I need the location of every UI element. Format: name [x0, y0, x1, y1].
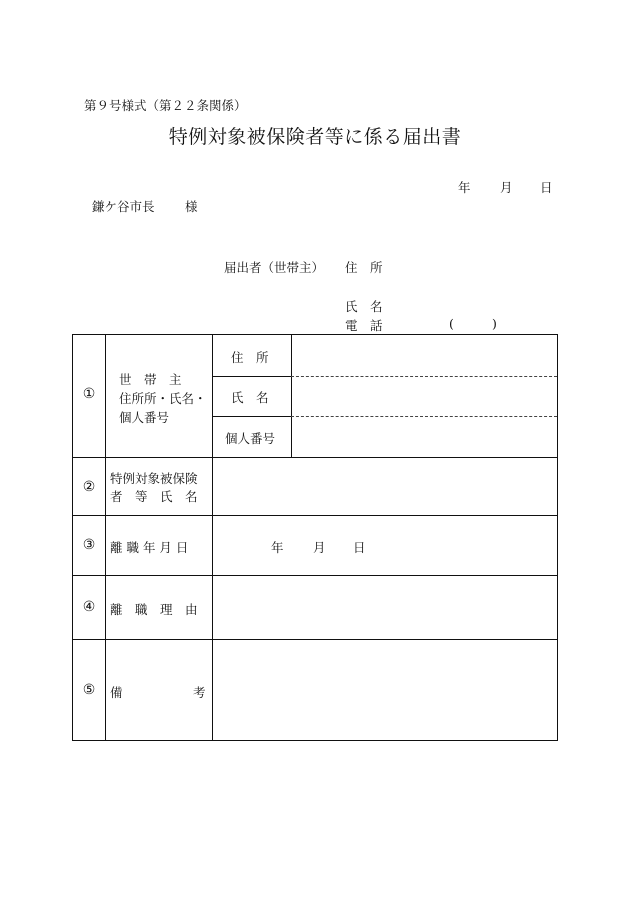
- row-divider-3: [73, 575, 557, 576]
- householder-name-label: 氏 名: [231, 390, 269, 405]
- insured-label-line1: 特例対象被保険: [110, 471, 198, 486]
- householder-name-field[interactable]: [292, 378, 557, 415]
- subrow-divider-2-left: [212, 416, 291, 417]
- column-divider-number: [105, 335, 106, 740]
- householder-label-line2: 住所所・氏名・: [119, 391, 207, 406]
- separation-month-label: 月: [313, 540, 326, 555]
- row-number-2: ②: [82, 479, 96, 495]
- row-divider-1: [73, 457, 557, 458]
- row-divider-4: [73, 639, 557, 640]
- separation-year-label: 年: [271, 540, 284, 555]
- insured-label-line2: 者 等 氏 名: [110, 489, 198, 504]
- remarks-label-left: 備: [110, 685, 123, 700]
- householder-id-label: 個人番号: [225, 431, 276, 446]
- row-divider-2: [73, 515, 557, 516]
- separation-day-label: 日: [353, 540, 366, 555]
- addressee: 鎌ケ谷市長: [92, 199, 155, 214]
- subrow-divider-1-dashed: [291, 376, 557, 377]
- row-number-3: ③: [82, 537, 96, 553]
- applicant-label: 届出者（世帯主）: [224, 260, 325, 275]
- separation-reason-label: 離 職 理 由: [110, 602, 198, 617]
- separation-date-label: 離 職 年 月 日: [110, 540, 189, 555]
- date-month-label: 月: [500, 180, 513, 195]
- phone-paren-open: (: [449, 316, 454, 331]
- separation-reason-field[interactable]: [214, 577, 557, 638]
- form-table: [72, 334, 558, 741]
- row-number-1: ①: [82, 386, 96, 402]
- phone-paren-close: ): [492, 316, 497, 331]
- row-number-5: ⑤: [82, 682, 96, 698]
- date-year-label: 年: [458, 180, 471, 195]
- form-number: 第９号様式（第２２条関係）: [84, 98, 247, 113]
- document-title: 特例対象被保険者等に係る届出書: [168, 126, 462, 148]
- date-day-label: 日: [540, 180, 553, 195]
- addressee-honorific: 様: [185, 199, 198, 214]
- applicant-name-label: 氏 名: [345, 299, 383, 314]
- subrow-divider-1-left: [212, 376, 291, 377]
- householder-address-field[interactable]: [292, 337, 557, 375]
- householder-address-label: 住 所: [231, 350, 269, 365]
- householder-label-line1: 世 帯 主: [119, 372, 182, 387]
- column-divider-label: [212, 335, 213, 740]
- remarks-label-right: 考: [193, 685, 206, 700]
- remarks-field[interactable]: [214, 641, 557, 739]
- row-number-4: ④: [82, 599, 96, 615]
- applicant-address-label: 住 所: [345, 260, 383, 275]
- subrow-divider-2-dashed: [291, 416, 557, 417]
- householder-id-field[interactable]: [292, 418, 557, 456]
- insured-name-field[interactable]: [214, 459, 557, 514]
- applicant-phone-label: 電 話: [345, 318, 383, 333]
- householder-label-line3: 個人番号: [119, 410, 170, 425]
